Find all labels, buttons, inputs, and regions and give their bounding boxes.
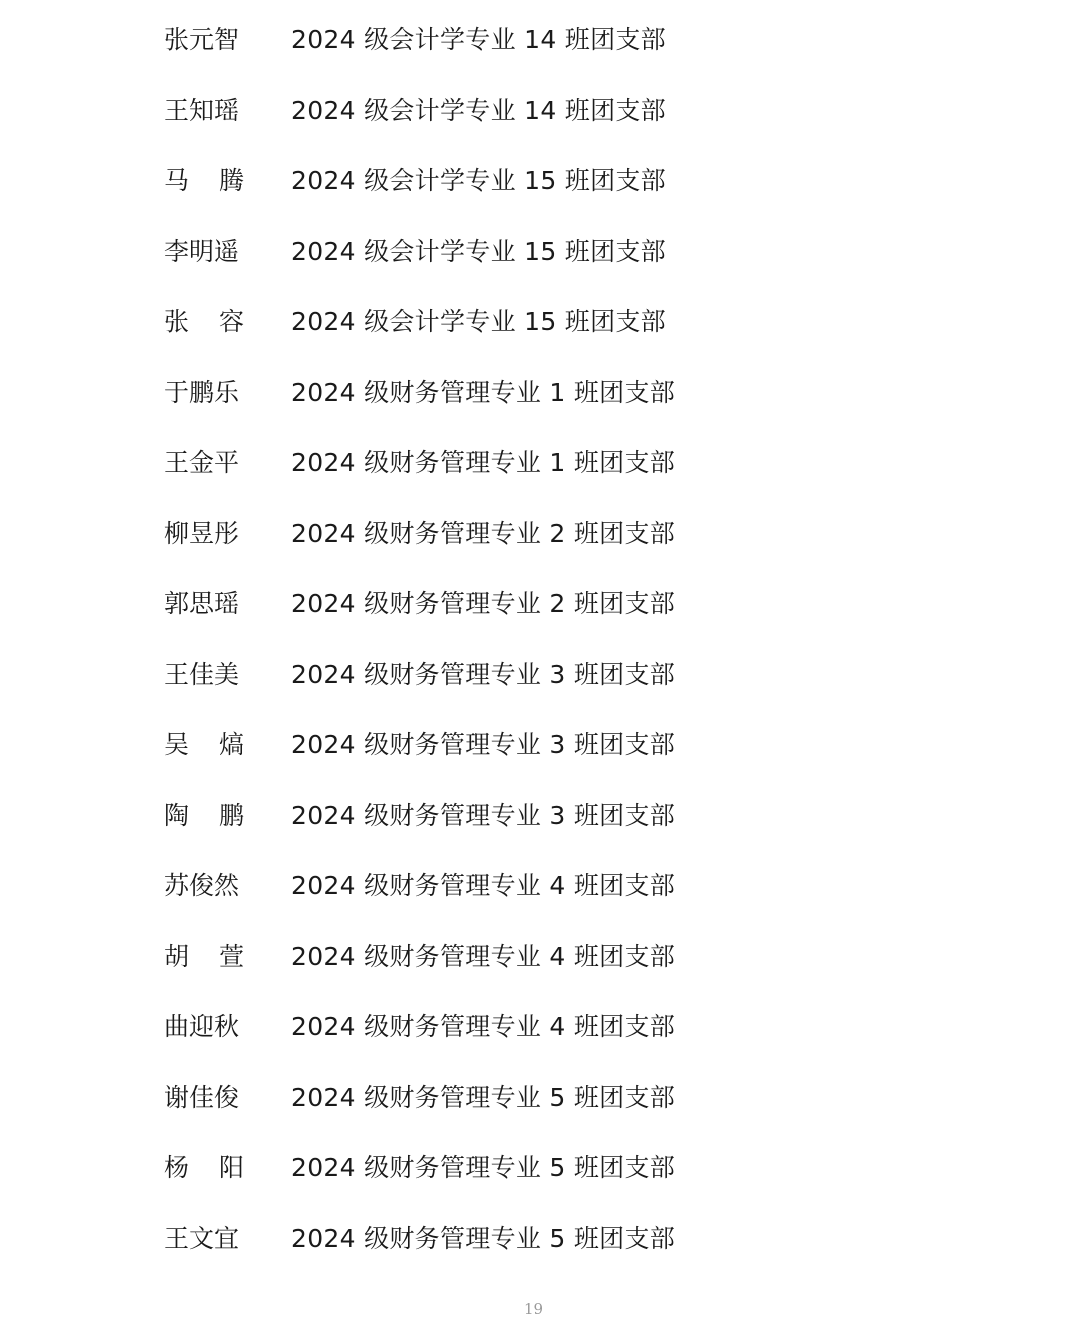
list-item bbox=[0, 86, 1067, 136]
branch-name: 2024 级财务管理专业 4 班团支部 bbox=[291, 941, 676, 971]
branch-name: 2024 级财务管理专业 3 班团支部 bbox=[291, 800, 676, 830]
list-item bbox=[0, 156, 1067, 206]
person-name: 吴 熇 bbox=[164, 730, 244, 759]
branch-name: 2024 级财务管理专业 5 班团支部 bbox=[291, 1082, 676, 1112]
person-name: 于鹏乐 bbox=[164, 377, 240, 407]
branch-name: 2024 级财务管理专业 3 班团支部 bbox=[291, 659, 676, 689]
person-name: 杨 阳 bbox=[164, 1153, 244, 1182]
person-name: 谢佳俊 bbox=[164, 1082, 240, 1112]
branch-name: 2024 级会计学专业 15 班团支部 bbox=[291, 307, 666, 336]
branch-name: 2024 级财务管理专业 2 班团支部 bbox=[291, 518, 676, 548]
list-item bbox=[0, 297, 1067, 347]
person-name: 郭思瑶 bbox=[164, 589, 240, 618]
list-item bbox=[0, 1143, 1067, 1193]
branch-name: 2024 级会计学专业 14 班团支部 bbox=[291, 95, 666, 125]
person-name: 柳昱彤 bbox=[164, 518, 240, 548]
list-item bbox=[0, 791, 1067, 841]
list-item bbox=[0, 1214, 1067, 1264]
branch-name: 2024 级会计学专业 15 班团支部 bbox=[291, 236, 666, 266]
person-name: 张 容 bbox=[164, 307, 244, 336]
person-name: 王金平 bbox=[164, 448, 240, 477]
person-name: 李明遥 bbox=[164, 236, 240, 266]
person-name: 王知瑶 bbox=[164, 95, 240, 125]
branch-name: 2024 级财务管理专业 5 班团支部 bbox=[291, 1223, 676, 1253]
list-item bbox=[0, 579, 1067, 629]
branch-name: 2024 级财务管理专业 3 班团支部 bbox=[291, 730, 676, 759]
list-item bbox=[0, 650, 1067, 700]
branch-name: 2024 级会计学专业 15 班团支部 bbox=[291, 166, 666, 195]
list-item bbox=[0, 15, 1067, 65]
person-name: 张元智 bbox=[164, 25, 240, 54]
list-item bbox=[0, 1002, 1067, 1052]
list-item bbox=[0, 932, 1067, 982]
person-name: 王文宜 bbox=[164, 1223, 240, 1253]
list-item bbox=[0, 861, 1067, 911]
person-name: 苏俊然 bbox=[164, 871, 240, 900]
branch-name: 2024 级财务管理专业 1 班团支部 bbox=[291, 377, 676, 407]
branch-name: 2024 级会计学专业 14 班团支部 bbox=[291, 25, 666, 54]
branch-name: 2024 级财务管理专业 2 班团支部 bbox=[291, 589, 676, 618]
list-item bbox=[0, 720, 1067, 770]
list-item bbox=[0, 368, 1067, 418]
person-name: 陶 鹏 bbox=[164, 800, 244, 830]
person-name: 胡 萱 bbox=[164, 941, 244, 971]
branch-name: 2024 级财务管理专业 5 班团支部 bbox=[291, 1153, 676, 1182]
branch-name: 2024 级财务管理专业 1 班团支部 bbox=[291, 448, 676, 477]
branch-name: 2024 级财务管理专业 4 班团支部 bbox=[291, 871, 676, 900]
branch-name: 2024 级财务管理专业 4 班团支部 bbox=[291, 1012, 676, 1041]
list-item bbox=[0, 1073, 1067, 1123]
person-name: 曲迎秋 bbox=[164, 1012, 240, 1041]
person-name: 王佳美 bbox=[164, 659, 240, 689]
list-item bbox=[0, 509, 1067, 559]
list-item bbox=[0, 438, 1067, 488]
list-item bbox=[0, 227, 1067, 277]
person-name: 马 腾 bbox=[164, 166, 244, 195]
page-number: 19 bbox=[523, 1300, 544, 1318]
